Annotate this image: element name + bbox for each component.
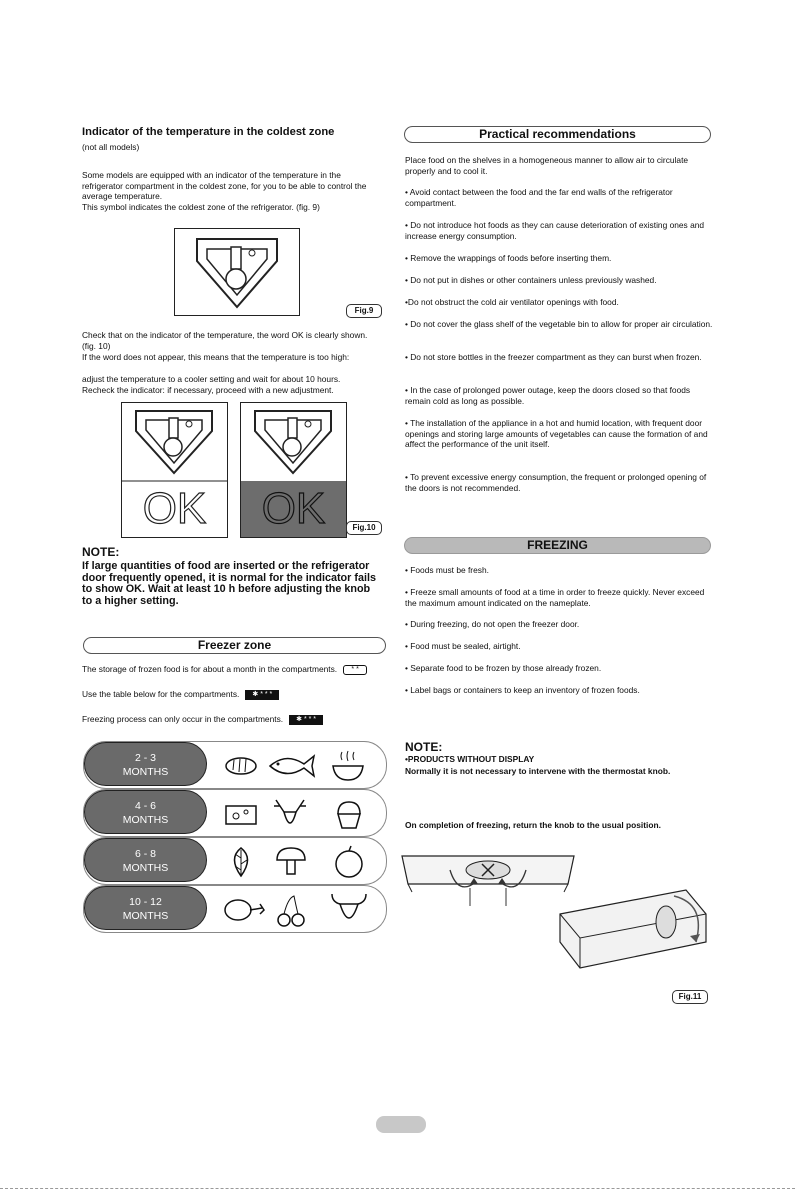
note-title: NOTE: bbox=[82, 545, 120, 559]
storage-period-2: 4 - 6 MONTHS bbox=[84, 790, 207, 834]
apple-icon bbox=[332, 844, 366, 880]
indicator-subtitle: (not all models) bbox=[82, 142, 140, 152]
check-paragraph: Check that on the indicator of the temperature, the word OK is clearly shown. (fig. 10) bbox=[82, 330, 368, 351]
vegetable-leaf-icon bbox=[226, 844, 256, 880]
storage-period-4: 10 - 12 MONTHS bbox=[84, 886, 207, 930]
fish-icon bbox=[266, 748, 318, 782]
freezing-item-3: • During freezing, do not open the freezer door. bbox=[405, 619, 580, 629]
recheck-paragraph: Recheck the indicator: if necessary, proceed with a new adjustment. bbox=[82, 385, 334, 395]
fig11-label: Fig.11 bbox=[672, 990, 708, 1004]
indicator-paragraph: Some models are equipped with an indicator of the temperature in the refrigerator compartment in the coldest zone, for you to be able to control the average temperature. bbox=[82, 170, 367, 202]
freezing-item-1: • Foods must be fresh. bbox=[405, 565, 489, 575]
recommendation-10: • The installation of the appliance in a hot and humid location, with frequent door openings and storing large amounts of vegetables can cause the formation of and affect the performance of the unit itself. bbox=[405, 418, 708, 450]
fig10-indicator-ok-white bbox=[121, 402, 228, 538]
bread-icon bbox=[224, 748, 258, 782]
recommendation-3: • Do not introduce hot foods as they can cause deterioration of existing ones and increase energy consumption. bbox=[405, 220, 705, 241]
deer-head-icon bbox=[270, 796, 312, 836]
freezer-paragraph-3: Freezing process can only occur in the compartments. ✱ * * * bbox=[82, 714, 382, 725]
recommendation-6: •Do not obstruct the cold air ventilator openings with food. bbox=[405, 297, 619, 307]
ok-text-white: OK bbox=[142, 484, 207, 533]
storage-period-1: 2 - 3 MONTHS bbox=[84, 742, 207, 786]
freezing-item-2: • Freeze small amounts of food at a time in order to freeze quickly. Never exceed the maximum amount indicated on the nameplate. bbox=[405, 587, 705, 608]
storage-row-3 bbox=[83, 837, 387, 885]
fig10-indicator-ok-dark bbox=[240, 402, 347, 538]
right-note-thermostat: Normally it is not necessary to intervene with the thermostat knob. bbox=[405, 766, 671, 776]
thermostat-knob-front-illustration bbox=[398, 848, 578, 918]
recommendation-4: • Remove the wrappings of foods before inserting them. bbox=[405, 253, 612, 263]
adjust-paragraph: adjust the temperature to a cooler setting and wait for about 10 hours. bbox=[82, 374, 341, 384]
two-star-icon: * * bbox=[343, 665, 367, 675]
freezing-heading: FREEZING bbox=[404, 537, 711, 554]
recommendation-11: • To prevent excessive energy consumption, the frequent or prolonged opening of the doors is not recommended. bbox=[405, 472, 707, 493]
no-ok-paragraph: If the word does not appear, this means that the temperature is too high: bbox=[82, 352, 350, 362]
cherries-icon bbox=[274, 892, 308, 930]
recommendation-8: • Do not store bottles in the freezer compartment as they can burst when frozen. bbox=[405, 352, 702, 362]
indicator-symbol-paragraph: This symbol indicates the coldest zone of the refrigerator. (fig. 9) bbox=[82, 202, 320, 212]
recommendation-1: Place food on the shelves in a homogeneous manner to allow air to circulate properly and to cool it. bbox=[405, 155, 689, 176]
freezing-item-6: • Label bags or containers to keep an inventory of frozen foods. bbox=[405, 685, 640, 695]
thermostat-knob-side-illustration bbox=[556, 884, 716, 976]
recommendation-7: • Do not cover the glass shelf of the vegetable bin to allow for proper air circulation. bbox=[405, 319, 713, 329]
soup-bowl-icon bbox=[330, 748, 366, 784]
page-number-badge bbox=[376, 1116, 426, 1133]
practical-recommendations-heading: Practical recommendations bbox=[404, 126, 711, 143]
right-note-title: NOTE: bbox=[405, 740, 443, 754]
freezer-paragraph-2: Use the table below for the compartments. ✱ * * * bbox=[82, 689, 382, 700]
freezer-paragraph-1: The storage of frozen food is for about a month in the compartments. * * bbox=[82, 664, 382, 675]
mushroom-icon bbox=[274, 844, 308, 880]
fig10-label: Fig.10 bbox=[346, 521, 382, 535]
four-star-icon: ✱ * * * bbox=[289, 715, 323, 725]
indicator-title: Indicator of the temperature in the coldest zone bbox=[82, 126, 335, 138]
chicken-leg-icon bbox=[222, 892, 266, 926]
ok-text-dark: OK bbox=[261, 484, 326, 533]
cupcake-icon bbox=[332, 796, 366, 832]
four-star-icon: ✱ * * * bbox=[245, 690, 279, 700]
cow-head-icon bbox=[328, 892, 370, 932]
right-note-completion: On completion of freezing, return the knob to the usual position. bbox=[405, 820, 661, 830]
recommendation-2: • Avoid contact between the food and the far end walls of the refrigerator compartment. bbox=[405, 187, 673, 208]
storage-row-2 bbox=[83, 789, 387, 837]
storage-period-3: 6 - 8 MONTHS bbox=[84, 838, 207, 882]
recommendation-9: • In the case of prolonged power outage, keep the doors closed so that foods remain cold as long as possible. bbox=[405, 385, 691, 406]
freezer-zone-heading: Freezer zone bbox=[83, 637, 386, 654]
storage-row-1 bbox=[83, 741, 387, 789]
bottom-border bbox=[0, 1188, 795, 1189]
coldest-zone-symbol-icon bbox=[175, 229, 299, 315]
freezing-item-4: • Food must be sealed, airtight. bbox=[405, 641, 521, 651]
recommendation-5: • Do not put in dishes or other containers unless previously washed. bbox=[405, 275, 657, 285]
fig9-indicator-image bbox=[174, 228, 300, 316]
cheese-icon bbox=[222, 796, 260, 830]
note-body: If large quantities of food are inserted or the refrigerator door frequently opened, it is normal for the indicator fails to show OK. Wait at least 10 h before adjusting the knob to a higher setting. bbox=[82, 560, 376, 607]
storage-row-4 bbox=[83, 885, 387, 933]
right-note-products-without-display: •PRODUCTS WITHOUT DISPLAY bbox=[405, 754, 535, 764]
fig9-label: Fig.9 bbox=[346, 304, 382, 318]
freezing-item-5: • Separate food to be frozen by those already frozen. bbox=[405, 663, 602, 673]
